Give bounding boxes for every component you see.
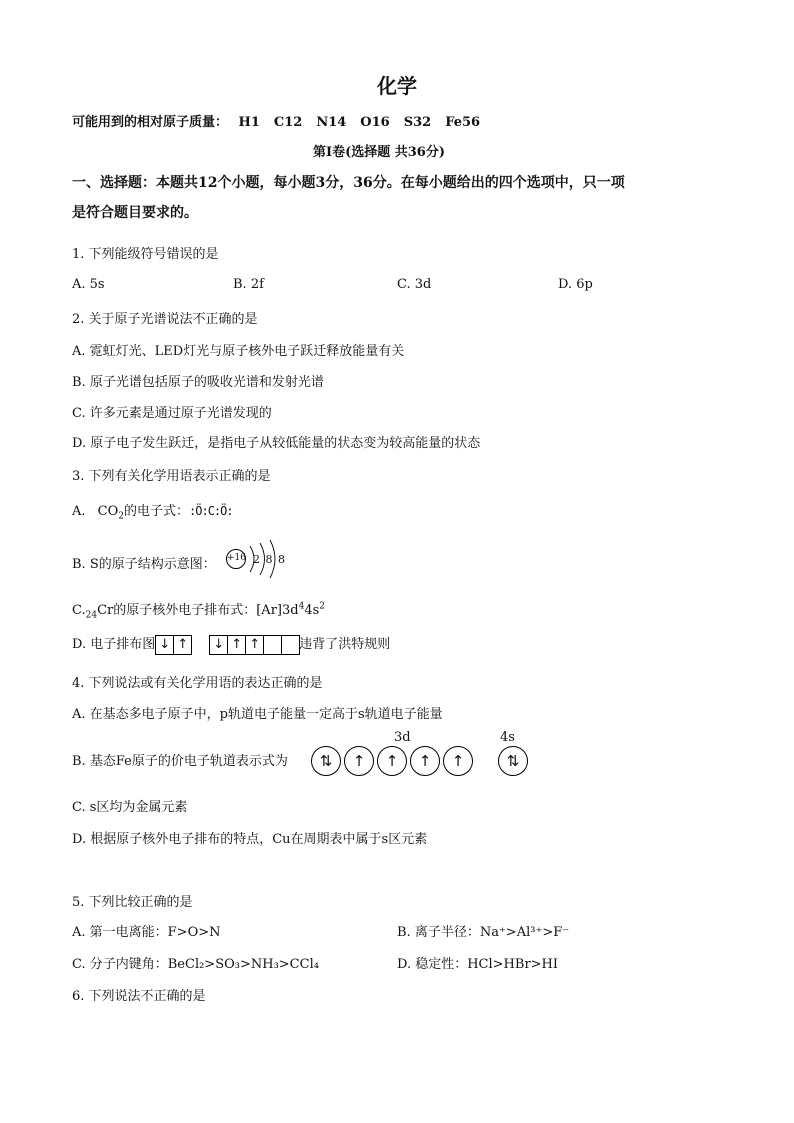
q3-c-sup2: 2 (319, 601, 326, 612)
q1-option-d: D. 6p (558, 277, 593, 292)
q2-option-b: B. 原子光谱包括原子的吸收光谱和发射光谱 (72, 375, 324, 390)
orbital-circle: ⇅ (311, 746, 341, 776)
mass-item: H1 (238, 115, 260, 130)
q3-c-sup1: 4 (298, 601, 305, 612)
page-title: 化学 (377, 74, 417, 98)
q2-option-a: A. 霓虹灯光、LED灯光与原子核外电子跃迁释放能量有关 (72, 344, 405, 359)
mass-item: O16 (360, 115, 390, 130)
question-2-stem: 2. 关于原子光谱说法不正确的是 (72, 312, 258, 327)
orbital-box: ↓ (209, 635, 228, 655)
q1-option-c: C. 3d (397, 277, 432, 292)
orbital-box: ↑ (227, 635, 246, 655)
q3-a-prefix: A. (72, 504, 86, 519)
q4-option-b: B. 基态Fe原子的价电子轨道表示式为 (72, 754, 288, 769)
q2-option-d: D. 原子电子发生跃迁，是指电子从较低能量的状态变为较高能量的状态 (72, 436, 481, 451)
q3-d-tail: 违背了洪特规则 (299, 637, 391, 652)
q3-c-mass-number: 24 (85, 610, 98, 621)
q3-a-formula: CO (97, 504, 119, 519)
q3-a-subscript: 2 (118, 511, 125, 522)
nucleus-charge: +16 (227, 553, 246, 563)
q3-a-lewis-structure: :Ö:C:Ö: (189, 504, 233, 518)
q3-option-d (72, 633, 390, 655)
q4-option-c: C. s区均为金属元素 (72, 800, 188, 815)
shell-electrons: 2 8 8 (253, 553, 285, 566)
part-title: 第I卷(选择题 共36分) (313, 145, 445, 160)
orbital-box (281, 635, 300, 655)
orbital-boxes-2s (155, 635, 191, 655)
mass-item: C12 (273, 115, 303, 130)
question-1-stem: 1. 下列能级符号错误的是 (72, 247, 219, 262)
fe-orbital-diagram (311, 746, 531, 776)
orbital-circle: ↑ (410, 746, 440, 776)
q3-option-a (72, 500, 233, 522)
q3-c-text: Cr的原子核外电子排布式：[Ar]3d (97, 603, 299, 618)
question-3-stem: 3. 下列有关化学用语表示正确的是 (72, 469, 271, 484)
mass-item: N14 (316, 115, 347, 130)
section-header-line1: 一、选择题：本题共12个小题，每小题3分，36分。在每小题给出的四个选项中，只一项 (72, 175, 625, 191)
question-5-stem: 5. 下列比较正确的是 (72, 895, 193, 910)
masses-label: 可能用到的相对原子质量： (72, 115, 229, 130)
q4-option-a: A. 在基态多电子原子中，p轨道电子能量一定高于s轨道电子能量 (72, 707, 443, 722)
q3-option-b: B. S的原子结构示意图： (72, 557, 216, 572)
mass-item: S32 (403, 115, 432, 130)
question-6-stem: 6. 下列说法不正确的是 (72, 989, 206, 1004)
q5-option-b: B. 离子半径：Na⁺>Al³⁺>F⁻ (397, 925, 570, 940)
q3-d-text: D. 电子排布图 (72, 637, 156, 652)
orbital-box: ↑ (173, 635, 192, 655)
q3-c-mid: 4s (304, 603, 320, 618)
mass-item: Fe56 (445, 115, 481, 130)
atomic-masses (72, 111, 480, 130)
orbital-circle: ⇅ (498, 746, 528, 776)
orbital-boxes-2p (209, 635, 299, 655)
orbital-circle: ↑ (443, 746, 473, 776)
orbital-circle: ↑ (377, 746, 407, 776)
q5-option-a: A. 第一电离能：F>O>N (72, 925, 221, 940)
masses-list (233, 115, 481, 130)
orbital-box: ↓ (155, 635, 174, 655)
orbital-box (263, 635, 282, 655)
q2-option-c: C. 许多元素是通过原子光谱发现的 (72, 406, 272, 421)
q3-option-c (72, 599, 325, 621)
q4-option-d: D. 根据原子核外电子排布的特点，Cu在周期表中属于s区元素 (72, 832, 428, 847)
q1-option-b: B. 2f (233, 277, 264, 292)
q1-option-a: A. 5s (72, 277, 105, 292)
orbital-circle: ↑ (344, 746, 374, 776)
question-4-stem: 4. 下列说法或有关化学用语的表达正确的是 (72, 676, 323, 691)
q3-a-text: 的电子式： (124, 504, 190, 519)
q5-option-d: D. 稳定性：HCl>HBr>HI (397, 957, 559, 972)
section-header-line2: 是符合题目要求的。 (72, 205, 198, 221)
q5-option-c: C. 分子内键角：BeCl₂>SO₃>NH₃>CCl₄ (72, 957, 319, 972)
orbital-box: ↑ (245, 635, 264, 655)
label-4s: 4s (500, 730, 515, 745)
q3-c-prefix: C. (72, 603, 86, 618)
label-3d: 3d (394, 730, 411, 745)
